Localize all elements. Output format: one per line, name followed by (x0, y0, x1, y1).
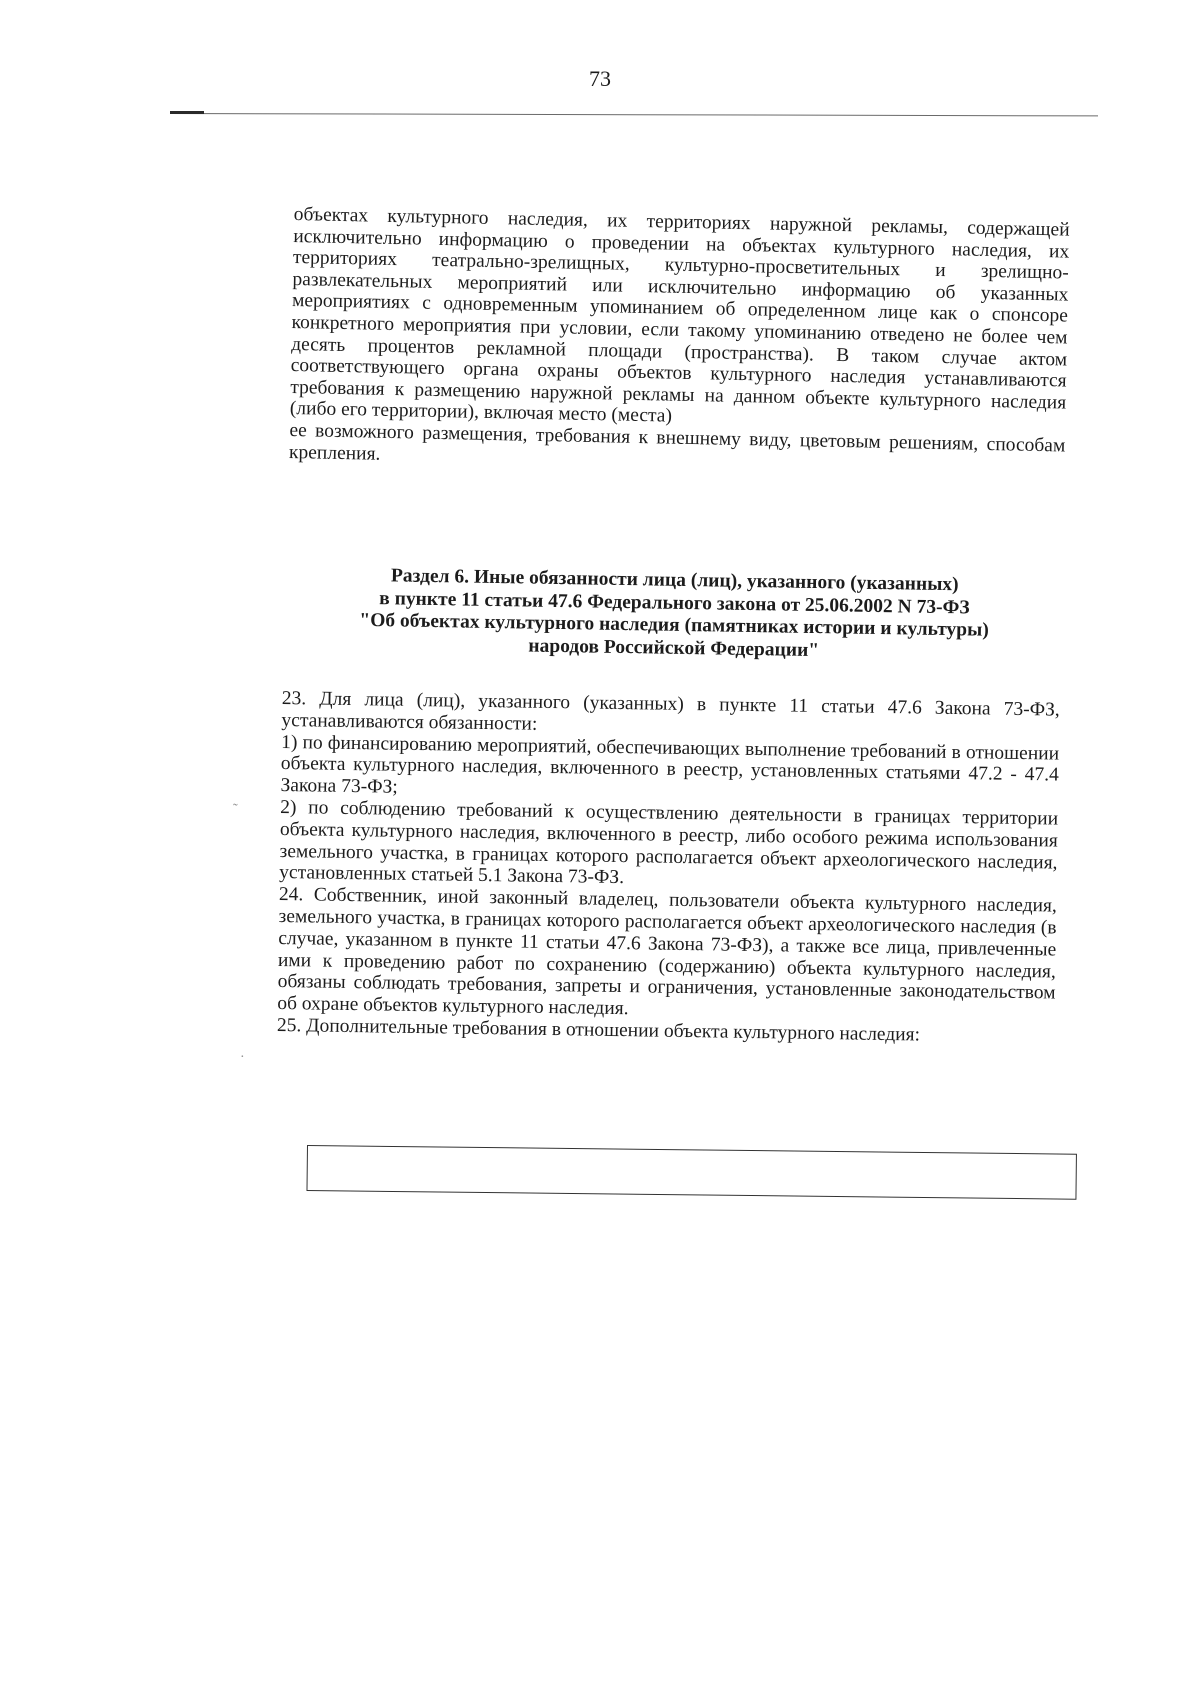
section-heading-line-3: "Об объектах культурного наследия (памятниках истории и культуры) (359, 609, 989, 641)
page-number: 73 (589, 66, 611, 91)
continuation-text: объектах культурного наследия, их территориях наружной рекламы, содержащей исключительно информацию о проведении на объектах культурного наследия, их территориях театрально-зрелищных, культурно-просветительных и зрелищно-развлекательных мероприятий или исключительно информацию об указанных мероприятиях с одновременным упоминанием об определенном лице как о спонсоре конкретного мероприятия при условии, если такому упоминанию отведено не более чем десять процентов рекламной площади (пространства). В таком случае актом соответствующего органа охраны объектов культурного наследия устанавливаются требования к размещению наружной рекламы на данном объекте культурного наследия (либо его территории), включая место (места) (289, 204, 1070, 427)
paragraph-24: 24. Собственник, иной законный владелец, пользователи объекта культурного наследия, земельного участка, в границах которого располагается объект археологического наследия (в случае, указанном в пункте 11 статьи 47.6 Закона 73-ФЗ), а также все лица, привлеченные ими к проведению работ по сохранению (содержанию) объекта культурного наследия, обязаны соблюдать требования, запреты и ограничения, установленные законодательством об охране объектов культурного наследия. (277, 884, 1058, 1020)
paragraph-23-item-2: 2) по соблюдению требований к осуществлению деятельности в границах территории объекта культурного наследия, включенного в реестр, либо особого режима использования земельного участка, в границах которого располагается объект археологического наследия, установленных статьей 5.1 Закона 73-ФЗ. (279, 796, 1059, 889)
paragraph-23-item-1: 1) по финансированию мероприятий, обеспечивающих выполнение требований в отношении объекта культурного наследия, включенного в реестр, установленных статьями 47.2 - 47.4 Закона 73-ФЗ; (280, 731, 1060, 798)
continuation-text-end: ее возможного размещения, требования к внешнему виду, цветовым решениям, способам крепления. (288, 419, 1066, 465)
section-heading (304, 564, 1045, 666)
section-heading-line-4: народов Российской Федерации" (528, 635, 820, 661)
header-rule (170, 113, 1098, 116)
paragraph-23: 23. Для лица (лиц), указанного (указанных) в пункте 11 статьи 47.6 Закона 73-ФЗ, устанавливаются обязанности: (281, 688, 1060, 735)
obligations-list (277, 688, 1060, 1048)
paragraph-25: 25. Дополнительные требования в отношении объекта культурного наследия: (276, 1014, 921, 1046)
section-heading-line-1: Раздел 6. Иные обязанности лица (лиц), указанного (указанных) (390, 565, 959, 596)
margin-dot-mark: · (240, 1050, 245, 1065)
continuation-paragraph (289, 204, 1070, 479)
additional-requirements-box[interactable] (306, 1145, 1076, 1200)
margin-scribble-mark: ˷ (233, 792, 238, 807)
section-heading-line-2: в пункте 11 статьи 47.6 Федерального закона от 25.06.2002 N 73-ФЗ (379, 587, 970, 618)
header-rule-mark (170, 111, 204, 114)
